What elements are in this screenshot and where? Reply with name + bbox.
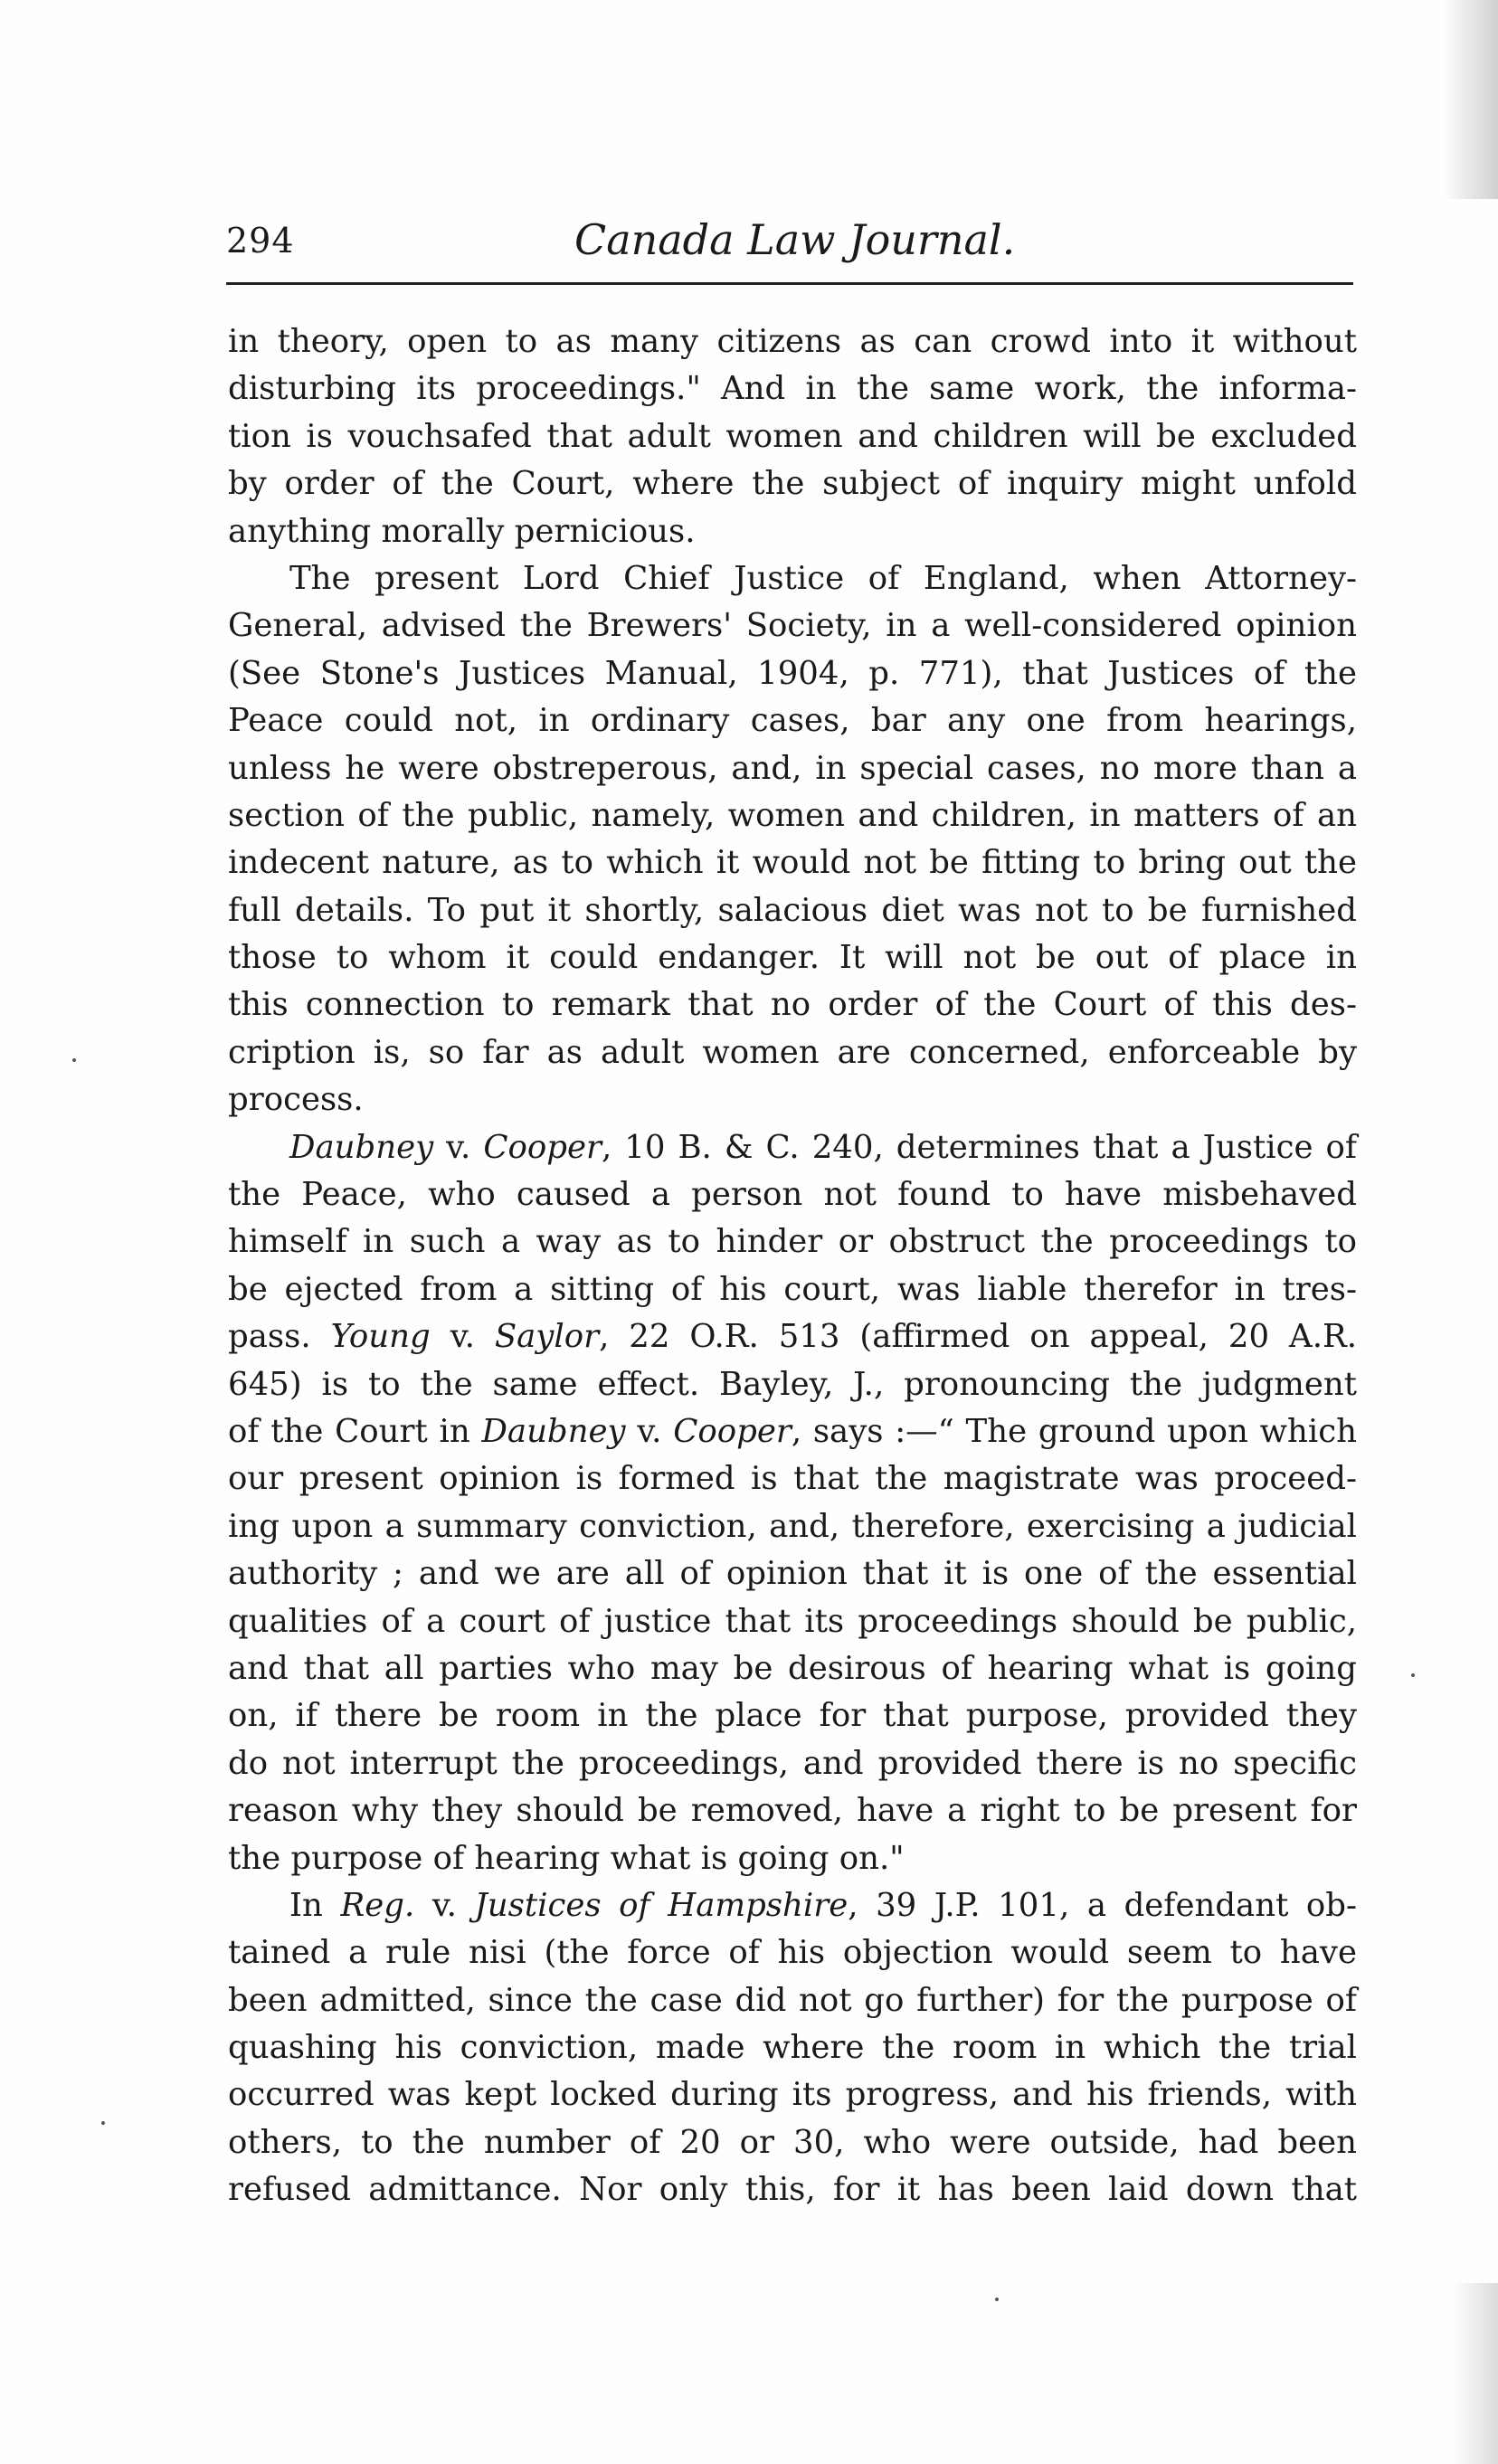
case-name: Daubney xyxy=(481,1412,626,1450)
text-line xyxy=(228,1124,1357,1171)
text-line: process. xyxy=(228,1081,364,1119)
text-line: qualities of a court of justice that its proceedings should be public, xyxy=(228,1602,1357,1640)
page-edge-shadow xyxy=(1444,0,1498,199)
text-line: General, advised the Brewers' Society, in a well-considered opinion xyxy=(228,607,1357,645)
case-name: Young xyxy=(330,1318,431,1356)
case-name: Reg. xyxy=(340,1886,415,1924)
text-line: been admitted, since the case did not go further) for the purpose of xyxy=(228,1981,1357,2019)
case-name: Saylor xyxy=(494,1318,600,1356)
text-line: refused admittance. Nor only this, for it has been laid down that xyxy=(228,2171,1357,2209)
text-line: ing upon a summary conviction, and, therefore, exercising a judicial xyxy=(228,1507,1357,1545)
case-name: Daubney xyxy=(289,1128,434,1166)
text-line: Peace could not, in ordinary cases, bar any one from hearings, xyxy=(228,702,1357,740)
text-segment: pass. xyxy=(228,1318,331,1356)
text-line: reason why they should be removed, have a right to be present for xyxy=(228,1792,1357,1830)
text-segment: In xyxy=(289,1886,341,1924)
text-line: be ejected from a sitting of his court, was liable therefor in tres- xyxy=(228,1270,1357,1308)
text-line: in theory, open to as many citizens as can crowd into it without xyxy=(228,323,1357,360)
text-segment: , 39 J.P. 101, a defendant ob- xyxy=(848,1886,1358,1924)
text-line: do not interrupt the proceedings, and provided there is no specific xyxy=(228,1744,1357,1782)
text-segment: v. xyxy=(625,1412,674,1450)
text-line: others, to the number of 20 or 30, who were outside, had been xyxy=(228,2123,1357,2161)
page-header xyxy=(226,215,1353,279)
print-speck xyxy=(995,2298,999,2301)
text-line: The present Lord Chief Justice of England, when Attorney- xyxy=(289,559,1357,597)
text-line: quashing his conviction, made where the room in which the trial xyxy=(228,2029,1357,2067)
print-speck xyxy=(72,1058,76,1062)
page-edge-shadow-bottom xyxy=(1453,2283,1498,2464)
text-line: the Peace, who caused a person not found to have misbehaved xyxy=(228,1176,1357,1214)
print-speck xyxy=(1411,1673,1415,1677)
text-line: this connection to remark that no order of the Court of this des- xyxy=(228,986,1357,1024)
print-speck xyxy=(101,2121,105,2125)
text-line: himself in such a way as to hinder or obstruct the proceedings to xyxy=(228,1223,1357,1261)
text-line: 645) is to the same effect. Bayley, J., pronouncing the judgment xyxy=(228,1365,1357,1403)
header-rule xyxy=(226,282,1353,285)
text-line: the purpose of hearing what is going on." xyxy=(228,1839,905,1877)
text-line: indecent nature, as to which it would not be fitting to bring out the xyxy=(228,844,1357,882)
text-line xyxy=(228,1313,1357,1360)
body-text xyxy=(228,318,1357,2214)
text-line: our present opinion is formed is that the magistrate was proceed- xyxy=(228,1460,1357,1498)
text-segment: , says :—“ The ground upon which xyxy=(791,1412,1357,1450)
text-line: and that all parties who may be desirous of hearing what is going xyxy=(228,1649,1357,1687)
text-line: tained a rule nisi (the force of his objection would seem to have xyxy=(228,1934,1357,1972)
text-line: those to whom it could endanger. It will not be out of place in xyxy=(228,939,1357,977)
case-name: Cooper xyxy=(673,1412,792,1450)
text-line xyxy=(228,1408,1357,1455)
text-line: cription is, so far as adult women are concerned, enforceable by xyxy=(228,1033,1357,1071)
text-line: anything morally pernicious. xyxy=(228,512,696,550)
text-line: authority ; and we are all of opinion that it is one of the essential xyxy=(228,1555,1357,1593)
case-name: Justices of Hampshire xyxy=(474,1886,849,1924)
text-line xyxy=(228,1882,1357,1929)
text-segment: v. xyxy=(433,1128,484,1166)
text-line: occurred was kept locked during its progress, and his friends, with xyxy=(228,2076,1357,2114)
text-line: disturbing its proceedings." And in the same work, the informa- xyxy=(228,370,1357,408)
text-line: (See Stone's Justices Manual, 1904, p. 771), that Justices of the xyxy=(228,654,1357,692)
text-line: tion is vouchsafed that adult women and children will be excluded xyxy=(228,417,1357,455)
text-line: section of the public, namely, women and children, in matters of an xyxy=(228,796,1357,834)
text-segment: of the Court in xyxy=(228,1412,482,1450)
text-segment: v. xyxy=(414,1886,475,1924)
running-title: Canada Law Journal. xyxy=(574,215,1016,264)
page-number: 294 xyxy=(226,221,295,261)
text-line: on, if there be room in the place for that purpose, provided they xyxy=(228,1697,1357,1735)
text-segment: v. xyxy=(430,1318,495,1356)
text-line: unless he were obstreperous, and, in special cases, no more than a xyxy=(228,749,1357,787)
case-name: Cooper xyxy=(483,1128,602,1166)
text-line: full details. To put it shortly, salacious diet was not to be furnished xyxy=(228,891,1357,929)
text-segment: , 22 O.R. 513 (affirmed on appeal, 20 A.R. xyxy=(599,1318,1357,1356)
text-segment: , 10 B. & C. 240, determines that a Justice of xyxy=(601,1128,1357,1166)
text-line: by order of the Court, where the subject of inquiry might unfold xyxy=(228,465,1357,503)
